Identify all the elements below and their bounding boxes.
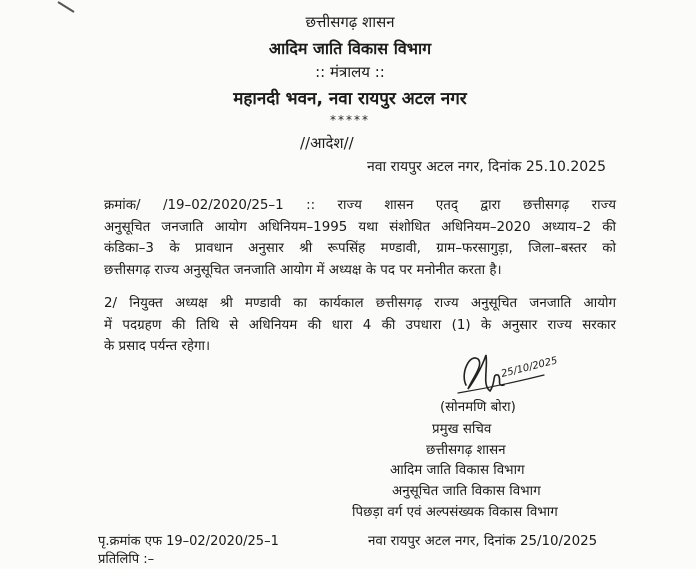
endorsement-reference: पृ.क्रमांक एफ 19–02/2020/25–1: [98, 534, 279, 549]
endorsement-date: नवा रायपुर अटल नगर, दिनांक 25/10/2025: [368, 534, 598, 549]
copy-to-label: प्रतिलिपि :–: [98, 552, 155, 567]
order-title: //आदेश//: [300, 134, 354, 152]
fold-mark: [56, 0, 76, 14]
signature-date: 25/10/2025: [500, 355, 559, 380]
signatory-designation: प्रमुख सचिव: [432, 422, 492, 437]
paragraph-line: में पदग्रहण की तिथि से अधिनियम की धारा 4 की उपधारा (1) के अनुसार राज्य सरकार: [104, 317, 616, 333]
handwritten-signature: [452, 345, 559, 403]
paragraph-line: क्रमांक/ /19–02/2020/25–1 :: राज्य शासन एतद् द्वारा छत्तीसगढ़ राज्य: [104, 198, 616, 213]
government-heading: छत्तीसगढ़ शासन: [305, 13, 395, 31]
paragraph-line: के प्रसाद पर्यन्त रहेगा।: [104, 339, 211, 354]
department-heading: आदिम जाति विकास विभाग: [268, 39, 432, 58]
paragraph-line: 2/ नियुक्त अध्यक्ष श्री मण्डावी का कार्यकाल छत्तीसगढ़ राज्य अनुसूचित जनजाति आयोग: [104, 296, 616, 311]
order-paragraph-1: [104, 195, 616, 281]
building-heading: महानदी भवन, नवा रायपुर अटल नगर: [233, 89, 467, 109]
header-stars: *****: [330, 113, 370, 127]
signatory-department-2: अनुसूचित जाति विकास विभाग: [392, 484, 541, 499]
signatory-name: (सोनमणि बोरा): [440, 400, 516, 415]
paragraph-line: अनुसूचित जनजाति आयोग अधिनियम–1995 यथा संशोधित अधिनियम–2020 अध्याय–2 की: [104, 219, 616, 235]
signatory-department-3: पिछड़ा वर्ग एवं अल्पसंख्यक विकास विभाग: [352, 505, 558, 520]
order-place-date: नवा रायपुर अटल नगर, दिनांक 25.10.2025: [366, 159, 606, 175]
signatory-department-1: आदिम जाति विकास विभाग: [390, 463, 525, 478]
paragraph-line: कंडिका–3 के प्रावधान अनुसार श्री रूपसिंह मण्डावी, ग्राम–फरसागुड़ा, जिला–बस्तर को: [104, 241, 616, 256]
paragraph-line: छत्तीसगढ़ राज्य अनुसूचित जनजाति आयोग में अध्यक्ष के पद पर मनोनीत करता है।: [104, 262, 502, 278]
ministry-heading: :: मंत्रालय ::: [315, 63, 385, 81]
signatory-government: छत्तीसगढ़ शासन: [426, 443, 506, 458]
